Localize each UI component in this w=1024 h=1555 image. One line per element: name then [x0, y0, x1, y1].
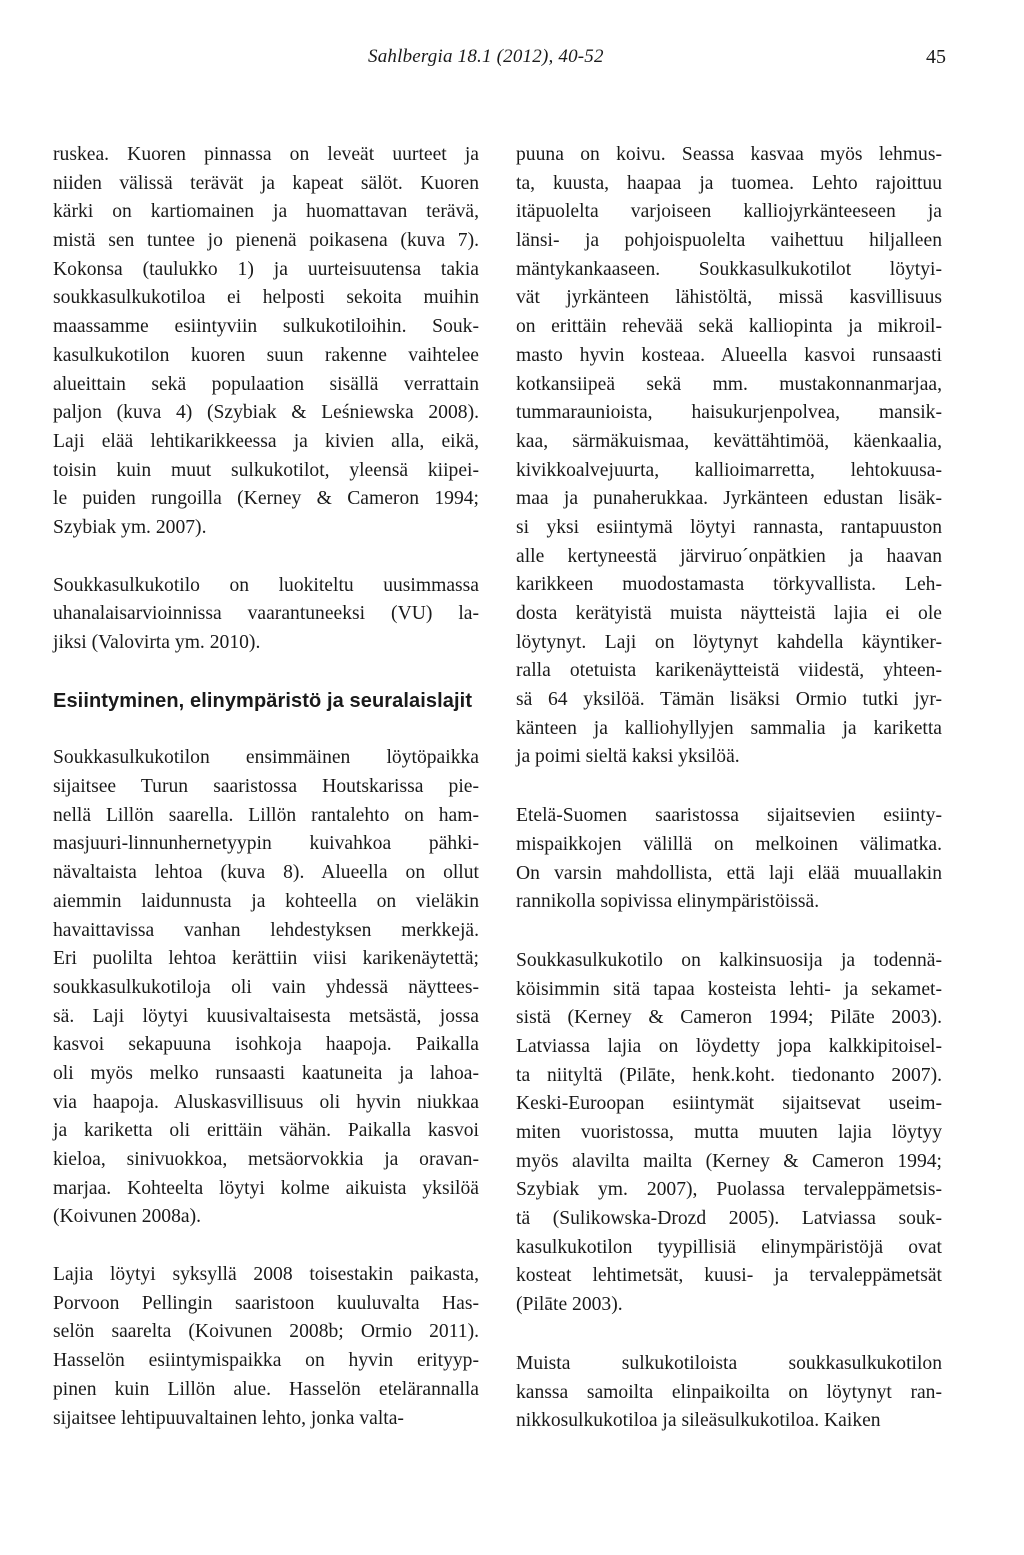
right-column: [516, 141, 942, 1436]
text-line: känteen ja kalliohyllyjen sammalia ja kariketta: [516, 717, 942, 739]
text-line: sä. Laji löytyi kuusivaltaisesta metsästä, jossa: [53, 1005, 479, 1027]
text-line: ja kariketta oli erittäin vähän. Paikalla kasvoi: [53, 1120, 479, 1142]
text-line: rannikolla sopivissa elinympäristöissä.: [516, 891, 820, 913]
text-line: alueittain sekä populaation sisällä verrattain: [53, 373, 479, 395]
text-line: Soukkasulkukotilon ensimmäinen löytöpaikka: [53, 747, 479, 769]
left-column: [53, 141, 479, 1433]
text-line: kärki on kartiomainen ja huomattavan terävä,: [53, 201, 479, 223]
text-line: Kokonsa (taulukko 1) ja uurteisuutensa takia: [53, 258, 479, 280]
text-line: sä 64 yksilöä. Tämän lisäksi Ormio tutki jyr-: [516, 689, 942, 711]
text-line: pinen kuin Lillön alue. Hasselön etelärannalla: [53, 1378, 479, 1400]
text-line: nävaltaista lehtoa (kuva 8). Alueella on ollut: [53, 862, 479, 884]
text-line: ja poimi sieltä kaksi yksilöä.: [516, 746, 740, 768]
text-line: uhanalaisarvioinnissa vaarantuneeksi (VU) la-: [53, 603, 479, 625]
text-line: itäpuolelta varjoiseen kalliojyrkänteeseen ja: [516, 201, 942, 223]
paragraph-second-locality: [53, 1261, 479, 1433]
text-line: Lajia löytyi syksyllä 2008 toisestakin paikasta,: [53, 1264, 479, 1286]
text-line: soukkasulkukotiloa ei helposti sekoita muihin: [53, 287, 479, 309]
text-line: Soukkasulkukotilo on luokiteltu uusimmassa: [53, 574, 479, 596]
text-line: toisin kuin muut sulkukotilot, yleensä kiipei-: [53, 459, 479, 481]
text-line: soukkasulkukotiloja oli vain yhdessä näyttees-: [53, 976, 479, 998]
paragraph-associated-species: [516, 1350, 942, 1436]
text-line: le puiden rungoilla (Kerney & Cameron 1994;: [53, 488, 479, 510]
text-line: Muista sulkukotiloista soukkasulkukotilon: [516, 1352, 942, 1374]
text-line: länsi- ja pohjoispuolelta vaihettuu hiljalleen: [516, 230, 942, 252]
text-line: kasvoi sekapuuna isohkoja haapoja. Paikalla: [53, 1034, 479, 1056]
section-heading: Esiintyminen, elinympäristö ja seuralaislajit: [53, 689, 473, 712]
text-line: dosta kerätyistä muista näytteistä lajia ei ole: [516, 603, 942, 624]
text-line: Laji elää lehtikarikkeessa ja kivien alla, eikä,: [53, 430, 479, 452]
text-line: kieloa, sinivuokkoa, metsäorvokkia ja oravan-: [53, 1149, 479, 1171]
text-line: löytynyt. Laji on löytynyt kahdella käyntiker-: [516, 631, 942, 653]
paragraph-hasselo-habitat: [516, 141, 942, 772]
paragraph-distance-between-sites: [516, 802, 942, 917]
text-line: ta niityltä (Pilāte, henk.koht. tiedonanto 2007).: [516, 1064, 942, 1086]
text-line: maassamme esiintyviin sulkukotiloihin. Souk-: [53, 316, 479, 338]
text-line: masto hyvin kosteaa. Alueella kasvoi runsaasti: [516, 344, 942, 366]
text-line: paljon (kuva 4) (Szybiak & Leśniewska 2008).: [53, 402, 479, 424]
paragraph-shell-description: [53, 141, 479, 543]
text-line: marjaa. Kohteelta löytyi kolme aikuista yksilöä: [53, 1177, 479, 1199]
text-line: Soukkasulkukotilo on kalkinsuosija ja todennä-: [516, 949, 942, 971]
paragraph-first-locality: [53, 744, 479, 1232]
text-line: Eri puolilta lehtoa kerättiin viisi karikenäytettä;: [53, 948, 479, 970]
text-line: Hasselön esiintymispaikka on hyvin erityyp-: [53, 1350, 479, 1372]
text-line: havaittavissa vanhan lehdestyksen merkkejä.: [53, 919, 479, 941]
text-line: kasulkukotilon kuoren suun rakenne vaihtelee: [53, 344, 479, 366]
text-line: kivikkoalvejuurta, kallioimarretta, lehtokuusa-: [516, 459, 942, 481]
text-line: sistä (Kerney & Cameron 1994; Pilāte 2003).: [516, 1007, 942, 1029]
paragraph-habitat-preferences: [516, 947, 942, 1320]
text-line: Szybiak ym. 2007), Puolassa tervaleppämetsis-: [516, 1179, 942, 1201]
text-line: myös alavilta mailta (Kerney & Cameron 1994;: [516, 1150, 942, 1172]
text-line: (Pilāte 2003).: [516, 1294, 623, 1316]
text-line: tummaraunioista, haisukurjenpolvea, mansik-: [516, 402, 942, 424]
text-line: tä (Sulikowska-Drozd 2005). Latviassa souk-: [516, 1208, 942, 1230]
text-line: kosteat lehtimetsät, kuusi- ja tervaleppämetsät: [516, 1265, 942, 1287]
text-line: si yksi esiintymä löytyi rannasta, rantapuuston: [516, 516, 942, 538]
text-line: alle kertyneestä järviruo´onpätkien ja haavan: [516, 545, 942, 567]
text-line: ta, kuusta, haapaa ja tuomea. Lehto rajoittuu: [516, 172, 942, 194]
text-line: On varsin mahdollista, että laji elää muuallakin: [516, 862, 942, 884]
text-line: ralla otetuista karikenäytteistä viidestä, yhteen-: [516, 660, 942, 682]
text-line: (Koivunen 2008a).: [53, 1206, 202, 1228]
text-line: kaa, särmäkuismaa, kevättähtimöä, käenkaalia,: [516, 430, 942, 452]
text-line: masjuuri-linnunhernetyypin kuivahkoa pähki-: [53, 833, 479, 855]
text-line: oli myös melko runsaasti kaatuneita ja lahoa-: [53, 1062, 479, 1084]
text-line: nikkosulkukotiloa ja sileäsulkukotiloa. Kaiken: [516, 1410, 881, 1432]
text-line: mispaikkojen välillä on melkoinen välimatka.: [516, 833, 942, 855]
text-line: vät jyrkänteen lähistöltä, missä kasvillisuus: [516, 287, 942, 309]
text-line: miten vuoristossa, mutta muuten lajia löytyy: [516, 1122, 942, 1143]
text-line: sijaitsee lehtipuuvaltainen lehto, jonka valta-: [53, 1407, 404, 1429]
text-line: köisimmin sitä tapaa kosteista lehti- ja sekamet-: [516, 978, 942, 1000]
text-line: karikkeen muodostamasta törkyvallista. Leh-: [516, 574, 942, 596]
text-line: Szybiak ym. 2007).: [53, 516, 207, 538]
text-line: Latviassa lajia on löydetty jopa kalkkipitoisel-: [516, 1035, 942, 1057]
text-line: ruskea. Kuoren pinnassa on leveät uurteet ja: [53, 144, 479, 165]
text-line: maa ja punaherukkaa. Jyrkänteen edustan lisäk-: [516, 488, 942, 510]
text-line: aiemmin laidunnusta ja kohteella on vieläkin: [53, 890, 479, 912]
running-head: [0, 46, 1024, 76]
text-line: kanssa samoilta elinpaikoilta on löytynyt ran-: [516, 1381, 942, 1403]
text-line: kasulkukotilon tyypillisiä elinympäristöjä ovat: [516, 1236, 942, 1258]
text-line: niiden välissä terävät ja kapeat sälöt. Kuoren: [53, 172, 479, 194]
text-line: nellä Lillön saarella. Lillön rantalehto on ham-: [53, 804, 479, 826]
paragraph-threat-status: [53, 572, 479, 658]
text-line: puuna on koivu. Seassa kasvaa myös lehmus-: [516, 144, 942, 165]
text-line: jiksi (Valovirta ym. 2010).: [53, 632, 261, 653]
text-line: Etelä-Suomen saaristossa sijaitsevien esiinty-: [516, 805, 942, 827]
text-line: selön saarelta (Koivunen 2008b; Ormio 2011).: [53, 1321, 479, 1343]
text-line: Porvoon Pellingin saaristoon kuuluvalta Has-: [53, 1292, 479, 1314]
journal-reference: Sahlbergia 18.1 (2012), 40-52: [368, 46, 604, 67]
text-line: Keski-Euroopan esiintymät sijaitsevat useim-: [516, 1093, 942, 1115]
text-line: via haapoja. Aluskasvillisuus oli hyvin niukkaa: [53, 1091, 479, 1113]
text-line: mäntykankaaseen. Soukkasulkukotilot löytyi-: [516, 258, 942, 280]
text-line: on erittäin rehevää sekä kalliopinta ja mikroil-: [516, 316, 942, 338]
text-line: mistä sen tuntee jo pienenä poikasena (kuva 7).: [53, 230, 479, 252]
page-number: 45: [926, 46, 946, 68]
text-line: kotkansiipeä sekä mm. mustakonnanmarjaa,: [516, 373, 942, 395]
text-line: sijaitsee Turun saaristossa Houtskarissa pie-: [53, 776, 479, 798]
